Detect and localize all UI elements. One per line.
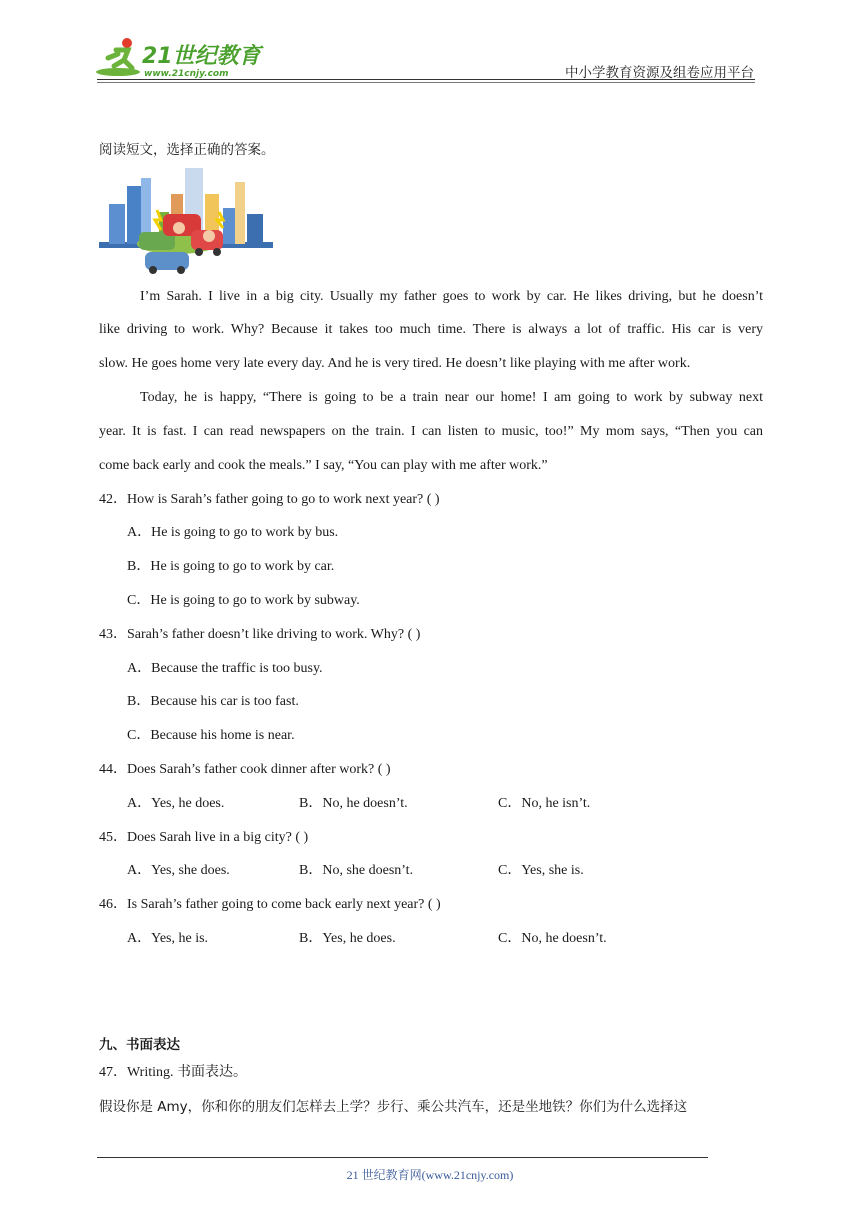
instruction: 阅读短文，选择正确的答案。 [99, 142, 275, 158]
option-a[interactable]: A．Yes, she does. [127, 863, 230, 878]
option-b[interactable]: B．No, he doesn’t. [299, 796, 408, 811]
header-divider [97, 79, 755, 80]
question-stem: 45．Does Sarah live in a big city? ( ) [99, 830, 309, 845]
option-c[interactable]: C．Because his home is near. [127, 728, 295, 743]
option-c[interactable]: C．Yes, she is. [498, 863, 584, 878]
option-a[interactable]: A．Yes, he is. [127, 931, 209, 946]
question-stem: 42．How is Sarah’s father going to go to work next year? ( ) [99, 492, 440, 507]
option-a[interactable]: A．Yes, he does. [127, 796, 225, 811]
question-stem: 46．Is Sarah’s father going to come back early next year? ( ) [99, 897, 441, 912]
question-47-stem: 47．Writing. 书面表达。 [99, 1065, 247, 1080]
passage-line-3: slow. He goes home very late every day. And he is very tired. He doesn’t like playing with me after work. [99, 356, 691, 371]
city-traffic-icon [99, 164, 273, 276]
passage-line-5: year. It is fast. I can read newspapers on the train. I can listen to music, too!” My mom says, “Then you can [99, 424, 763, 439]
question-stem: 44．Does Sarah’s father cook dinner after work? ( ) [99, 762, 391, 777]
passage-line-1: I’m Sarah. I live in a big city. Usually my father goes to work by car. He likes driving, but he doesn’t [140, 289, 763, 304]
passage-line-2: like driving to work. Why? Because it takes too much time. There is always a lot of traffic. His car is very [99, 322, 763, 337]
logo-text: 21世纪教育 [142, 44, 261, 69]
option-c[interactable]: C．No, he doesn’t. [498, 931, 607, 946]
option-a[interactable]: A．Because the traffic is too busy. [127, 661, 323, 676]
question-47-prompt: 假设你是 Amy，你和你的朋友们怎样去上学？步行、乘公共汽车，还是坐地铁？你们为什么选择这 [99, 1099, 688, 1115]
option-b[interactable]: B．Because his car is too fast. [127, 694, 299, 709]
option-b[interactable]: B．No, she doesn’t. [299, 863, 414, 878]
footer-text[interactable]: 21 世纪教育网(www.21cnjy.com) [346, 1168, 514, 1182]
header-platform-text: 中小学教育资源及组卷应用平台 [565, 65, 754, 81]
section-title: 九、书面表达 [99, 1037, 180, 1053]
option-a[interactable]: A．He is going to go to work by bus. [127, 525, 339, 540]
option-c[interactable]: C．No, he isn’t. [498, 796, 591, 811]
option-b[interactable]: B．He is going to go to work by car. [127, 559, 335, 574]
passage-line-6: come back early and cook the meals.” I say, “You can play with me after work.” [99, 458, 548, 473]
site-logo [94, 36, 264, 82]
footer-divider [97, 1157, 708, 1158]
passage-line-4: Today, he is happy, “There is going to be a train near our home! I am going to work by subway next [140, 390, 763, 405]
city-traffic-image [99, 164, 273, 276]
option-b[interactable]: B．Yes, he does. [299, 931, 396, 946]
header-divider-thin [97, 82, 755, 83]
option-c[interactable]: C．He is going to go to work by subway. [127, 593, 360, 608]
runner-logo-icon [94, 36, 264, 82]
logo-url: www.21cnjy.com [144, 69, 229, 79]
question-stem: 43．Sarah’s father doesn’t like driving to work. Why? ( ) [99, 627, 421, 642]
